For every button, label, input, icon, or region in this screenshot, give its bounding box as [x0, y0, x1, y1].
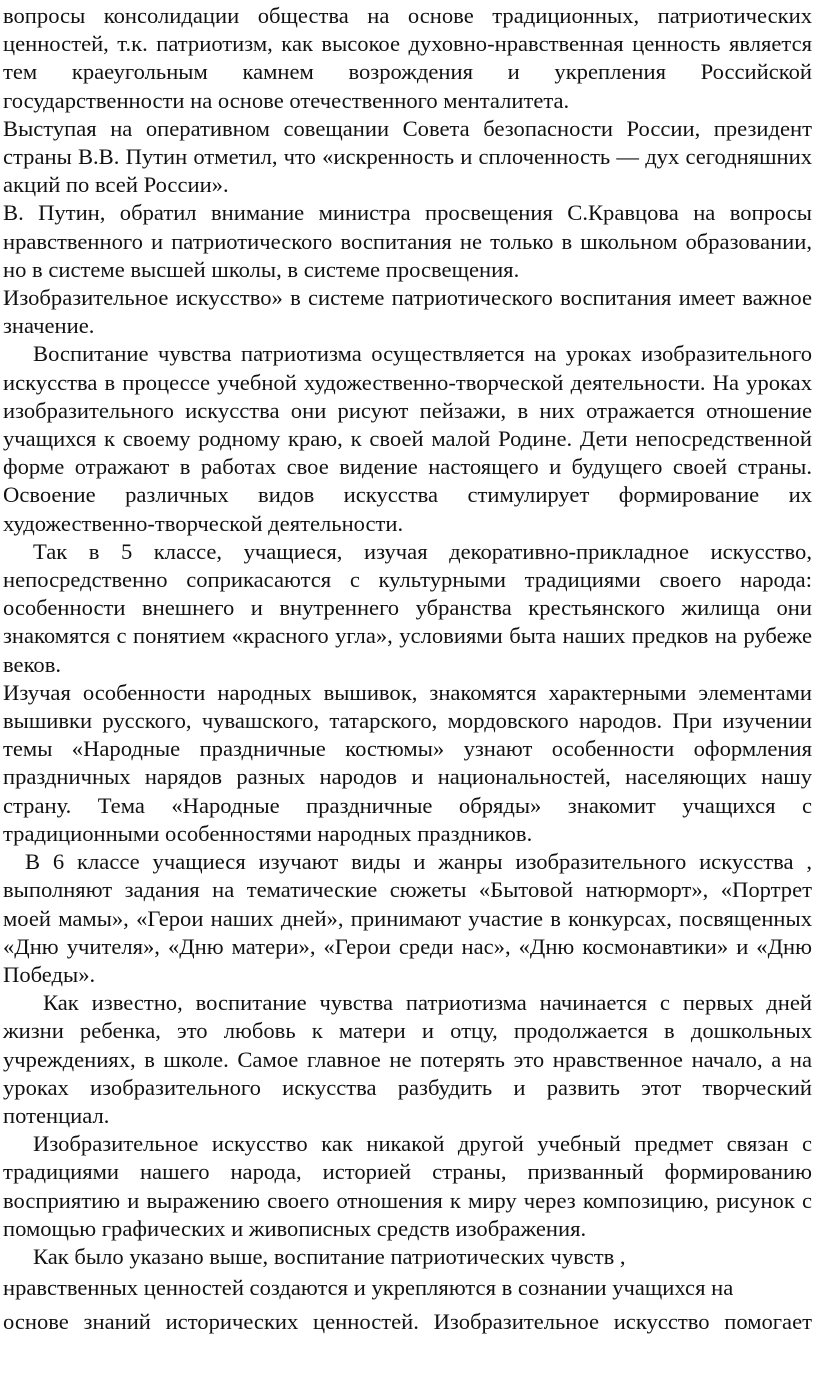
paragraph-grade-6: В 6 классе учащиеся изучают виды и жанры изобразительного искусства , выполняют задания на тематические сюжеты «Бытовой натюрморт», «Портрет моей мамы», «Герои наших дней», принимают участие в конкурсах, посвященных «Дню учителя», «Дню матери», «Герои среди нас», «Дню космонавтики» и «Дню Победы».: [3, 849, 812, 987]
paragraph-as-known: Как известно, воспитание чувства патриотизма начинается с первых дней жизни ребенка, это любовь к матери и отцу, продолжается в дошкольных учреждениях, в школе. Самое главное не потерять это нравственное начало, а на уроках изобразительного искусства разбудить и развить этот творческий потенциал.: [3, 990, 812, 1128]
closing-line-3: основе знаний исторических ценностей. Изобразительное искусство помогает: [3, 1309, 812, 1335]
paragraph-art-importance: Изобразительное искусство» в системе патриотического воспитания имеет важное значение.: [3, 285, 812, 339]
closing-paragraph: [3, 1243, 812, 1339]
paragraph-minister: В. Путин, обратил внимание министра просвещения С.Кравцова на вопросы нравственного и патриотического воспитания не только в школьном образовании, но в системе высшей школы, в системе просвещения.: [3, 200, 812, 282]
paragraph-art-tradition: Изобразительное искусство как никакой другой учебный предмет связан с традициями нашего народа, историей страны, призванный формированию восприятию и выражению своего отношения к миру через композицию, рисунок с помощью графических и живописных средств изображения.: [3, 1131, 812, 1241]
paragraph-embroidery: Изучая особенности народных вышивок, знакомятся характерными элементами вышивки русского, чувашского, татарского, мордовского народов. При изучении темы «Народные праздничные костюмы» узнают особенности оформления праздничных нарядов разных народов и национальностей, населяющих нашу страну. Тема «Народные праздничные обряды» знакомит учащихся с традиционными особенностями народных праздников.: [3, 679, 812, 846]
closing-line-1: Как было указано выше, воспитание патриотических чувств ,: [33, 1243, 626, 1269]
paragraph-grade-5: Так в 5 классе, учащиеся, изучая декоративно-прикладное искусство, непосредственно соприкасаются с культурными традициями своего народа: особенности внешнего и внутреннего убранства крестьянского жилища они знакомятся с понятием «красного угла», условиями быта наших предков на рубеже веков.: [3, 538, 812, 677]
paragraph-putin-meeting: Выступая на оперативном совещании Совета безопасности России, президент страны В.В. Путин отметил, что «искренность и сплоченность — дух сегодняшних акций по всей России».: [3, 115, 812, 198]
closing-line-2: нравственных ценностей создаются и укрепляются в сознании учащихся на: [3, 1275, 734, 1301]
paragraph-continuation: вопросы консолидации общества на основе традиционных, патриотических ценностей, т.к. патриотизм, как высокое духовно-нравственная ценность является тем краеугольным камнем возрождения и укрепления Российской государственности на основе отечественного менталитета.: [3, 3, 812, 113]
paragraph-patriotism-lessons: Воспитание чувства патриотизма осуществляется на уроках изобразительного искусства в процессе учебной художественно-творческой деятельности. На уроках изобразительного искусства они рисуют пейзажи, в них отражается отношение учащихся к своему родному краю, к своей малой Родине. Дети непосредственной форме отражают в работах свое видение настоящего и будущего своей страны. Освоение различных видов искусства стимулирует формирование их художественно-творческой деятельности.: [3, 341, 812, 536]
